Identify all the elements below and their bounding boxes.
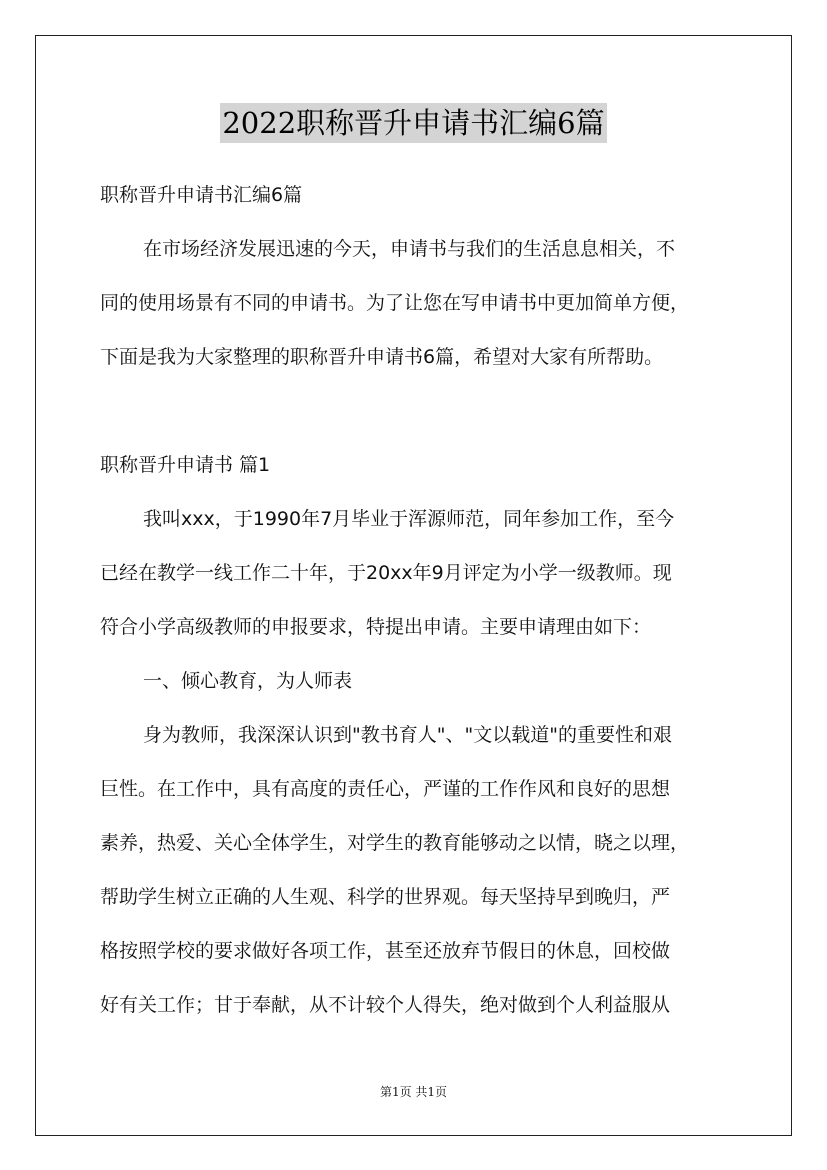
body-line-10: 好有关工作；甘于奉献，从不计较个人得失，绝对做到个人利益服从 [100,994,671,1016]
intro-line-1: 在市场经济发展迅速的今天，申请书与我们的生活息息相关，不 [143,238,676,260]
body-line-4: 一、倾心教育，为人师表 [143,670,353,692]
body-line-6: 巨性。在工作中，具有高度的责任心，严谨的工作作风和良好的思想 [100,778,671,800]
document-subtitle: 职称晋升申请书汇编6篇 [100,184,303,206]
body-line-2: 已经在教学一线工作二十年，于20xx年9月评定为小学一级教师。现 [100,562,672,584]
page-footer: 第1页 共1页 [379,1085,448,1099]
body-line-7: 素养，热爱、关心全体学生，对学生的教育能够动之以情，晓之以理， [100,832,690,854]
body-line-1: 我叫xxx，于1990年7月毕业于浑源师范，同年参加工作，至今 [143,508,675,530]
body-line-9: 格按照学校的要求做好各项工作，甚至还放弃节假日的休息，回校做 [100,940,671,962]
body-line-8: 帮助学生树立正确的人生观、科学的世界观。每天坚持早到晚归，严 [100,886,671,908]
body-line-3: 符合小学高级教师的申报要求，特提出申请。主要申请理由如下： [100,616,652,638]
intro-line-3: 下面是我为大家整理的职称晋升申请书6篇，希望对大家有所帮助。 [100,346,664,368]
body-line-5: 身为教师，我深深认识到"教书育人"、"文以载道"的重要性和艰 [143,724,672,746]
document-title: 2022职称晋升申请书汇编6篇 [220,103,606,143]
section-heading: 职称晋升申请书 篇1 [100,454,271,476]
intro-line-2: 同的使用场景有不同的申请书。为了让您在写申请书中更加简单方便， [100,292,690,314]
title-container [0,103,827,143]
